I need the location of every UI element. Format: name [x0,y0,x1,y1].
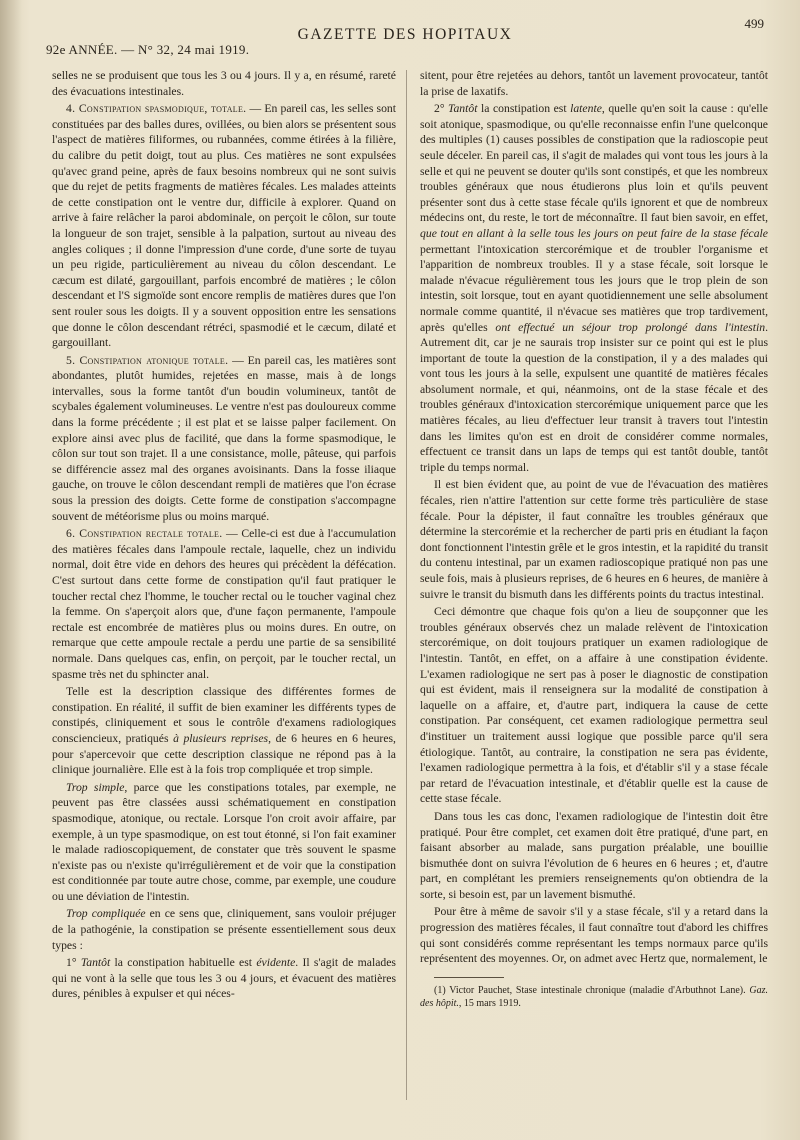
italic-run: Gaz. des hôpit. [420,984,768,1009]
text-run: permettant l'intoxication stercorémique et de troubler l'organisme et l'apparition de nombreux troubles. Il y a stase fécale, soit lorsque le malade n'évacue régulièrement tous les jours que le trop plein de son intestin, soit lorsque, tout en ayant quotidiennement une selle absolument normale comme quantité, il n'évacue ses matières que trop tardivement, après qu'elles [420,242,768,334]
section-body: — En pareil cas, les selles sont constituées par des balles dures, ovillées, ou bien alors se présentent sous l'aspect de matières filiformes, ou rubannées, comme étirées à la filière, du calibre du petit doigt, tout au plus. Ces matières ne sont expulsées qu'avec grand peine, après de faux besoins nombreux qui ne sont suivis que du rejet de petits fragments de matières fécales. Les malades atteints de cette constipation ont le ventre dur, difficile à explorer. Quand on arrive à faire relâcher la paroi abdominale, on perçoit le côlon, sur toute la longueur de son trajet, sensible à la palpation, surtout au niveau des angles coliques ; il donne l'impression d'une corde, d'une sorte de tuyau un peu rigide, particulièrement au niveau du côlon descendant. Le cæcum est dilaté, gargouillant, parfois encombré de matières ; le côlon descendant et l'S sigmoïde sont encore remplis de matières dures que l'on sent rouler sous les doigts. Il y a souvent opposition entre les sensations que donne le côlon descendant rétréci, spasmodié et le cæcum, dilaté et gargouillant. [52,102,396,350]
section-body: — Celle-ci est due à l'accumulation des matières fécales dans l'ampoule rectale, laquelle, chez un individu normal, doit être vide en dehors des heures qui précèdent la défécation. C'est surtout dans cette forme de constipation qu'il faut pratiquer le toucher rectal chez l'homme, le toucher rectal ou le toucher vaginal chez la femme. On s'aperçoit alors que, d'une façon permanente, l'ampoule rectale est encombrée de matières plus ou moins dures. En outre, on remarque que cette ampoule rectale a perdu une partie de sa sensibilité normale. Dans quelques cas, enfin, on perçoit, par le toucher rectal, un spasme très net du sphincter anal. [52,527,396,681]
issue-line: 92e ANNÉE. — N° 32, 24 mai 1919. [46,42,250,57]
column-divider [406,70,407,1100]
section-6-paragraph [52,526,396,682]
footnote [420,984,768,1010]
footnote-rule [434,977,504,978]
paragraph: sitent, pour être rejetées au dehors, tantôt un lavement provocateur, tantôt la prise de laxatifs. [420,69,768,98]
paragraph: Dans tous les cas donc, l'examen radiologique de l'intestin doit être pratiqué. Pour être complet, cet examen doit être pratiqué, d'une part, en faisant absorber au malade, sans purgation préalable, une bouillie bismuthée dont on suivra l'évolution de 6 heures en 6 heures ; et, d'autre part, en complétant les premiers renseignements qu'on obtiendra de la sorte, si besoin est, par un lavement bismuthé. [420,809,768,901]
section-heading: 4. Constipation spasmodique, totale. [66,102,247,116]
text-run: la constipation est [477,102,571,116]
text-run: la constipation habituelle est [110,956,257,970]
paragraph [420,101,768,475]
paragraph [52,684,396,778]
italic-run: Tantôt [448,102,478,116]
text-run: . Il s'agit de malades qui ne vont à la selle que tous les 3 ou 4 jours, et évacuent des matières dures, pénibles à expulser et qui néces- [52,956,396,1001]
paragraph: Pour être à même de savoir s'il y a stase fécale, s'il y a retard dans la progression des matières fécales, il faut connaître tout d'abord les chiffres qui sont considérés comme représentant les temps normaux parce qu'ils représentent des moyennes. Or, on admet avec Hertz que, normalement, le [420,905,768,966]
italic-run: que tout en allant à la selle tous les jours on peut faire de la stase fécale [420,226,768,240]
paragraph: Il est bien évident que, au point de vue de l'évacuation des matières fécales, rien n'attire l'attention sur cette forme très particulière de stase fécale. Pour la dépister, il faut connaître les troubles généraux que détermine la stercorémie et la rechercher de parti pris en étudiant la façon dont fonctionnent l'intestin grêle et le gros intestin, et la rapidité du transit du contenu intestinal, par un examen radioscopique pratiqué non pas une seule fois, mais à plusieurs reprises, de 6 heures en 6 heures, de manière à suivre le transit du bismuth dans les différents points du tractus intestinal. [420,478,768,601]
page-number: 499 [744,16,764,31]
binding-shadow [0,0,22,1140]
journal-title: GAZETTE DES HOPITAUX [297,26,513,43]
section-heading: 5. Constipation atonique totale. [66,353,229,367]
right-column [420,68,768,1102]
italic-run: Trop simple [66,780,125,794]
paragraph [52,780,396,905]
italic-run: Tantôt [80,956,111,970]
text-run: , de 6 heures en 6 heures, pour s'apercevoir que cette description classique ne répond pas à la clinique journalière. Elle est à la fois trop compliquée et trop simple. [52,731,396,777]
text-run: , 15 mars 1919. [458,997,521,1009]
text-run: Telle est la description classique des différentes formes de constipation. En réalité, il suffit de bien examiner les différents types de constipés, cliniquement et sous le contrôle d'examens radiologiques consciencieux, pratiqués [52,685,396,745]
text-run: , parce que les constipations totales, par exemple, ne peuvent pas être classées aussi schématiquement en constipation spasmodique, atonique, ou rectale. Lorsque l'on croit avoir affaire, par exemple, à un type spasmodique, on est tout étonné, si l'on fait examiner le malade radioscopiquement, de constater que très souvent le spasme n'existe pas ou n'existe qu'irrégulièrement et de voir que la constipation est conditionnée par toute autre chose, comme, par exemple, une coudure ou une déviation de l'intestin. [52,780,396,903]
text-run: 1° [66,956,81,970]
paragraph [52,955,396,1002]
italic-run: Trop compliquée [66,907,146,921]
section-5-paragraph [52,353,396,525]
paragraph: Ceci démontre que chaque fois qu'on a lieu de soupçonner que les troubles généraux observés chez un malade relèvent de l'intoxication stercorémique, on doit toujours pratiquer un examen radiologique de l'intestin. Tantôt, en effet, on a affaire à une constipation évidente. L'examen radiologique ne sert pas à poser le diagnostic de constipation qui est évident, mais il renseignera sur la modalité de constipation à laquelle on a affaire, et, d'autre part, indiquera la cause de cette constipation. Par conséquent, cet examen radiologique permettra seul d'instituer un traitement aussi logique que possible parce qu'il sera étiologique. Tantôt, au contraire, la constipation ne sera pas évidente, l'examen radiologique permettra à la fois, et d'établir s'il y a stase fécale par retard de l'évacuation intestinale, et d'établir quelle est la cause de cette stase fécale. [420,605,768,806]
paragraph: selles ne se produisent que tous les 3 ou 4 jours. Il y a, en résumé, rareté des évacuations intestinales. [52,69,396,98]
left-column [52,68,396,1102]
section-body: — En pareil cas, les matières sont abondantes, plutôt humides, rejetées en masse, mais à de longs intervalles, sous la forme tantôt d'un boudin volumineux, tantôt de scybales également volumineuses. Le ventre n'est pas douloureux comme dans la forme précédente ; il est plat et se laisse palper facilement. On explore ainsi avec plus de facilité, que dans la forme spasmodique, le côlon sur tout son trajet. Il a une consistance, molle, pâteuse, qui parfois se différencie assez mal des organes avoisinants. Dans la fosse iliaque gauche, on trouve le côlon descendant rempli de matières que l'on écrase sous la pression des doigts. Cette forme de constipation s'accompagne souvent de météorisme plus ou moins marqué. [52,353,396,523]
italic-run: à plusieurs reprises [173,731,269,745]
text-run: en ce sens que, cliniquement, sans vouloir préjuger de la pathogénie, la constipation se présente essentiellement sous deux types : [52,907,396,952]
text-run: 2° [434,102,449,116]
text-run: (1) Victor Pauchet, Stase intestinale chronique (maladie d'Arbuthnot Lane). [434,984,750,996]
italic-run: évidente [256,956,296,970]
paragraph [52,906,396,953]
italic-run: ont effectué un séjour trop prolongé dans l'intestin [495,320,766,334]
italic-run: latente [570,102,602,116]
text-run: . Autrement dit, car je ne saurais trop insister sur ce point qui est le plus important de toute la question de la constipation, il y a des malades qui vont tous les jours à la selle, expulsent une quantité de matières fécales absolument normale, et qui, néanmoins, ont de la stase fécale et des troubles généraux d'intoxication stercorémique uniquement parce que les matières fécales, au lieu d'effectuer leur transit à travers tout l'intestin dans les limites qu'on est en droit de considérer comme normales, effectuent ce transit dans un laps de temps qui est tantôt double, tantôt triple du temps normal. [420,320,768,474]
section-heading: 6. Constipation rectale totale. [66,527,223,541]
text-run: , quelle qu'en soit la cause : qu'elle soit atonique, spasmodique, ou qu'elle reconnaisse enfin l'une quelconque des multiples (1) causes possibles de constipation que la radioscopie peut seule déceler. En pareil cas, il s'agit de malades qui vont tous les jours à la selle et qui ne peuvent se douter qu'ils sont constipés, et que les nombreux troubles généraux que nous étudierons plus loin et qu'ils peuvent présenter sont dus à cette stase fécale qu'ils ignorent et que de nombreux médecins ont, du reste, le tort de méconnaître. Il faut bien savoir, en effet, [420,102,768,225]
section-4-paragraph [52,101,396,351]
page-header [46,16,764,60]
